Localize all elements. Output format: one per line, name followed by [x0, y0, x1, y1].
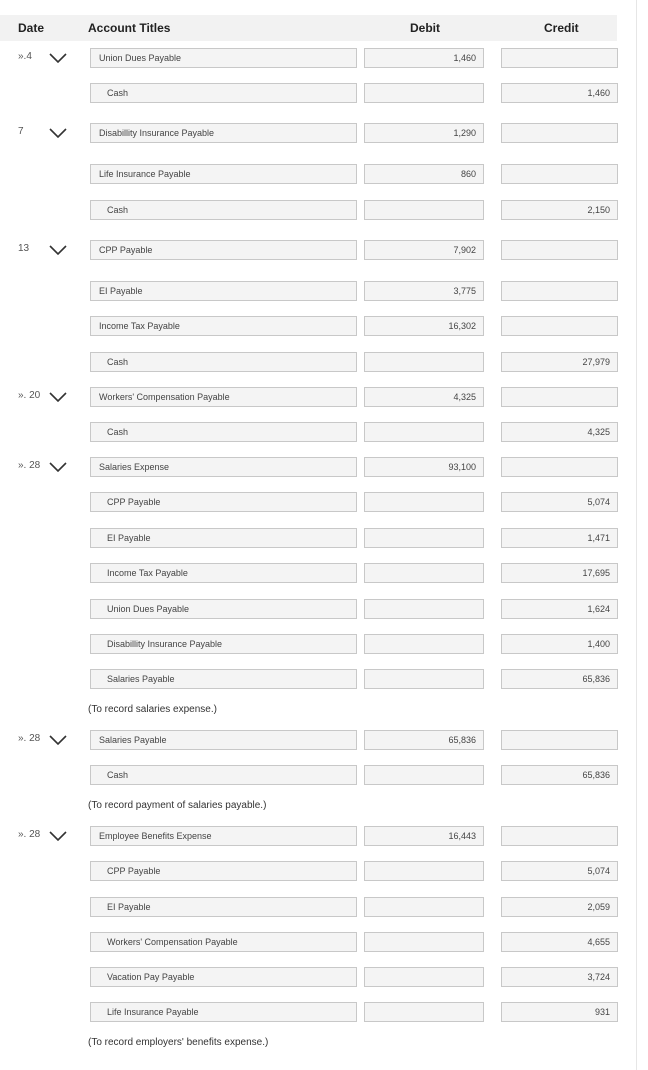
- debit-field[interactable]: [364, 669, 484, 689]
- credit-value: 65,836: [582, 674, 610, 684]
- date-value: ». 28: [18, 829, 41, 840]
- credit-header: Credit: [544, 21, 579, 35]
- date-select[interactable]: [0, 123, 72, 143]
- journal-row: [0, 967, 636, 987]
- journal-row: [0, 352, 636, 372]
- journal-row: [0, 83, 636, 103]
- journal-row: [0, 316, 636, 336]
- credit-field[interactable]: [501, 1002, 618, 1022]
- debit-field[interactable]: [364, 599, 484, 619]
- debit-field[interactable]: [364, 83, 484, 103]
- credit-field[interactable]: [501, 897, 618, 917]
- debit-field[interactable]: [364, 967, 484, 987]
- date-select[interactable]: [0, 730, 72, 750]
- debit-field[interactable]: [364, 1002, 484, 1022]
- date-value: ». 28: [18, 460, 41, 471]
- scrollbar[interactable]: [636, 0, 637, 1070]
- date-select[interactable]: [0, 387, 72, 407]
- account-title-field[interactable]: Disabillity Insurance Payable: [90, 123, 357, 143]
- account-title-field[interactable]: CPP Payable: [90, 492, 357, 512]
- credit-value: 2,059: [587, 902, 610, 912]
- credit-value: 4,325: [587, 427, 610, 437]
- journal-row: [0, 634, 636, 654]
- date-select[interactable]: [0, 457, 72, 477]
- date-value: ». 20: [18, 390, 41, 401]
- credit-field[interactable]: [501, 422, 618, 442]
- date-select[interactable]: [0, 240, 72, 260]
- credit-value: 5,074: [587, 497, 610, 507]
- credit-field[interactable]: [501, 200, 618, 220]
- account-title-field[interactable]: EI Payable: [90, 281, 357, 301]
- account-title-field[interactable]: Vacation Pay Payable: [90, 967, 357, 987]
- debit-value: 3,775: [453, 286, 476, 296]
- account-title-field[interactable]: Salaries Payable: [90, 669, 357, 689]
- account-title-field[interactable]: CPP Payable: [90, 240, 357, 260]
- date-value: 13: [18, 243, 30, 254]
- journal-row: [0, 599, 636, 619]
- chevron-down-icon: [48, 462, 68, 472]
- account-title-field[interactable]: Salaries Payable: [90, 730, 357, 750]
- account-title-field[interactable]: CPP Payable: [90, 861, 357, 881]
- journal-row: [0, 897, 636, 917]
- chevron-down-icon: [48, 392, 68, 402]
- journal-row: [0, 48, 636, 68]
- credit-field[interactable]: [501, 123, 618, 143]
- chevron-down-icon: [48, 128, 68, 138]
- account-title-field[interactable]: EI Payable: [90, 897, 357, 917]
- credit-field[interactable]: [501, 765, 618, 785]
- debit-field[interactable]: [364, 164, 484, 184]
- credit-value: 65,836: [582, 770, 610, 780]
- journal-row: [0, 932, 636, 952]
- credit-field[interactable]: [501, 634, 618, 654]
- credit-field[interactable]: [501, 281, 618, 301]
- date-header: Date: [18, 21, 45, 35]
- chevron-down-icon: [48, 53, 68, 63]
- debit-value: 16,302: [448, 321, 476, 331]
- credit-field[interactable]: [501, 48, 618, 68]
- credit-field[interactable]: [501, 932, 618, 952]
- credit-field[interactable]: [501, 457, 618, 477]
- debit-field[interactable]: [364, 765, 484, 785]
- account-title-field[interactable]: Employee Benefits Expense: [90, 826, 357, 846]
- journal-row: [0, 281, 636, 301]
- debit-field[interactable]: [364, 352, 484, 372]
- debit-value: 93,100: [448, 462, 476, 472]
- credit-field[interactable]: [501, 967, 618, 987]
- debit-field[interactable]: [364, 240, 484, 260]
- credit-field[interactable]: [501, 826, 618, 846]
- credit-value: 1,471: [587, 533, 610, 543]
- debit-field[interactable]: [364, 730, 484, 750]
- credit-value: 2,150: [587, 205, 610, 215]
- date-value: 7: [18, 126, 24, 137]
- credit-field[interactable]: [501, 528, 618, 548]
- debit-field[interactable]: [364, 316, 484, 336]
- credit-field[interactable]: [501, 669, 618, 689]
- debit-value: 16,443: [448, 831, 476, 841]
- journal-row: [0, 826, 636, 846]
- journal-row: [0, 1002, 636, 1022]
- journal-row: [0, 240, 636, 260]
- account-title-field[interactable]: Cash: [90, 352, 357, 372]
- credit-value: 17,695: [582, 568, 610, 578]
- date-select[interactable]: [0, 48, 72, 68]
- debit-field[interactable]: [364, 861, 484, 881]
- journal-row: [0, 422, 636, 442]
- chevron-down-icon: [48, 735, 68, 745]
- debit-value: 4,325: [453, 392, 476, 402]
- debit-field[interactable]: [364, 528, 484, 548]
- credit-value: 27,979: [582, 357, 610, 367]
- credit-field[interactable]: [501, 730, 618, 750]
- credit-field[interactable]: [501, 240, 618, 260]
- credit-value: 4,655: [587, 937, 610, 947]
- entry-description: (To record employers' benefits expense.): [88, 1037, 269, 1048]
- debit-field[interactable]: [364, 422, 484, 442]
- account-title-field[interactable]: Income Tax Payable: [90, 563, 357, 583]
- journal-row: [0, 563, 636, 583]
- debit-value: 7,902: [453, 245, 476, 255]
- account-title-field[interactable]: Cash: [90, 765, 357, 785]
- account-title-field[interactable]: EI Payable: [90, 528, 357, 548]
- credit-field[interactable]: [501, 164, 618, 184]
- account-title-field[interactable]: Salaries Expense: [90, 457, 357, 477]
- account-title-field[interactable]: Life Insurance Payable: [90, 1002, 357, 1022]
- account-title-field[interactable]: Workers' Compensation Payable: [90, 387, 357, 407]
- date-value: ». 28: [18, 733, 41, 744]
- journal-row: [0, 164, 636, 184]
- credit-field[interactable]: [501, 599, 618, 619]
- debit-field[interactable]: [364, 387, 484, 407]
- debit-value: 65,836: [448, 735, 476, 745]
- debit-field[interactable]: [364, 48, 484, 68]
- chevron-down-icon: [48, 831, 68, 841]
- credit-value: 1,460: [587, 88, 610, 98]
- credit-field[interactable]: [501, 492, 618, 512]
- credit-field[interactable]: [501, 316, 618, 336]
- debit-field[interactable]: [364, 897, 484, 917]
- credit-value: 931: [594, 1007, 610, 1017]
- debit-field[interactable]: [364, 563, 484, 583]
- credit-value: 1,624: [587, 604, 610, 614]
- account-titles-header: Account Titles: [88, 21, 171, 35]
- credit-field[interactable]: [501, 861, 618, 881]
- credit-value: 1,400: [587, 639, 610, 649]
- journal-row: [0, 457, 636, 477]
- journal-row: [0, 730, 636, 750]
- debit-field[interactable]: [364, 457, 484, 477]
- entry-description: (To record payment of salaries payable.): [88, 800, 267, 811]
- debit-field[interactable]: [364, 123, 484, 143]
- debit-field[interactable]: [364, 492, 484, 512]
- journal-row: [0, 861, 636, 881]
- journal-row: [0, 528, 636, 548]
- debit-value: 1,290: [453, 128, 476, 138]
- account-title-field[interactable]: Union Dues Payable: [90, 48, 357, 68]
- credit-field[interactable]: [501, 563, 618, 583]
- debit-field[interactable]: [364, 932, 484, 952]
- date-select[interactable]: [0, 826, 72, 846]
- account-title-field[interactable]: Union Dues Payable: [90, 599, 357, 619]
- account-title-field[interactable]: Cash: [90, 200, 357, 220]
- account-title-field[interactable]: Workers' Compensation Payable: [90, 932, 357, 952]
- credit-field[interactable]: [501, 387, 618, 407]
- chevron-down-icon: [48, 245, 68, 255]
- debit-field[interactable]: [364, 634, 484, 654]
- account-title-field[interactable]: Cash: [90, 422, 357, 442]
- account-title-field[interactable]: Income Tax Payable: [90, 316, 357, 336]
- debit-field[interactable]: [364, 200, 484, 220]
- debit-field[interactable]: [364, 281, 484, 301]
- debit-field[interactable]: [364, 826, 484, 846]
- account-title-field[interactable]: Disabillity Insurance Payable: [90, 634, 357, 654]
- debit-value: 1,460: [453, 53, 476, 63]
- credit-field[interactable]: [501, 352, 618, 372]
- journal-row: [0, 123, 636, 143]
- journal-row: [0, 200, 636, 220]
- journal-row: [0, 669, 636, 689]
- debit-header: Debit: [410, 21, 440, 35]
- journal-row: [0, 387, 636, 407]
- credit-field[interactable]: [501, 83, 618, 103]
- debit-value: 860: [460, 169, 476, 179]
- date-value: ».4: [18, 51, 32, 62]
- journal-row: [0, 492, 636, 512]
- credit-value: 3,724: [587, 972, 610, 982]
- journal-row: [0, 765, 636, 785]
- credit-value: 5,074: [587, 866, 610, 876]
- account-title-field[interactable]: Cash: [90, 83, 357, 103]
- account-title-field[interactable]: Life Insurance Payable: [90, 164, 357, 184]
- entry-description: (To record salaries expense.): [88, 704, 217, 715]
